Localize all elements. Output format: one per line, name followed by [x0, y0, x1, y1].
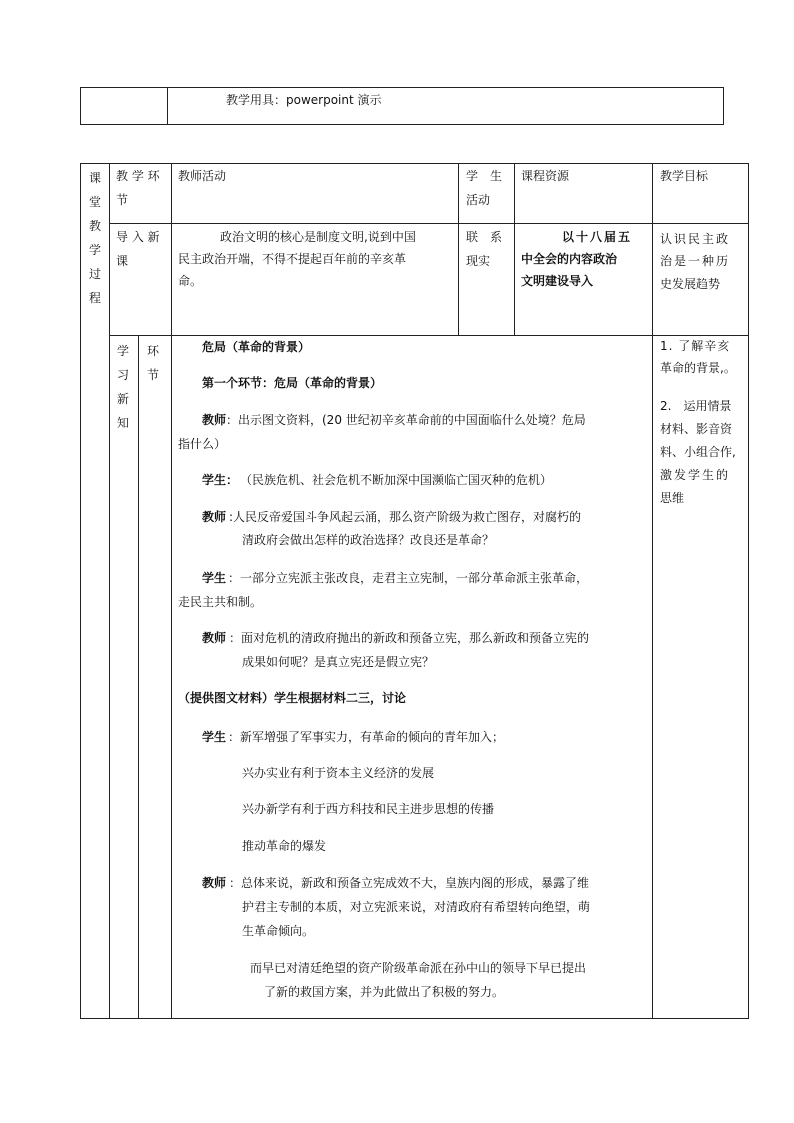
- p8-line2: 了新的救国方案，并为此做出了积极的努力。: [264, 985, 505, 999]
- header-student-2: 活动: [466, 193, 491, 207]
- p5-line2: 成果如何呢？是真立宪还是假立宪？: [242, 655, 435, 669]
- goal1-line2: 革命的背景,。: [660, 361, 736, 375]
- intro-resource-1: 以十八届五: [562, 230, 633, 244]
- p6-line2: 兴办实业有利于资本主义经济的发展: [242, 766, 435, 780]
- side-label: [88, 166, 102, 310]
- intro-resource-2: 中全会的内容政治: [521, 252, 618, 266]
- header-goal: 教学目标: [660, 169, 709, 183]
- header-stage: 教 学 环: [116, 169, 160, 183]
- intro-resource-3: 文明建设导入: [521, 274, 594, 288]
- p7-label: 教师: [202, 876, 227, 890]
- stage-char: 习: [116, 368, 129, 382]
- p5-label: 教师: [202, 631, 227, 645]
- goal2-line1: 2. 运用情景: [660, 399, 732, 413]
- intro-teacher-2: 民主政治开端，不得不提起百年前的辛亥革: [178, 252, 407, 266]
- header-resource: 课程资源: [521, 169, 570, 183]
- side-char: 课: [88, 171, 101, 185]
- p5-line1: ：面对危机的清政府抛出的新政和预备立宪，那么新政和预备立宪的: [229, 631, 590, 645]
- side-char: 程: [88, 291, 101, 305]
- p1-line2: 指什么）: [178, 437, 227, 451]
- goal2-line2: 材料、影音资: [660, 422, 733, 436]
- goal2-line3: 料、小组合作,: [660, 445, 736, 459]
- teaching-tools: 教学用具：powerpoint 演示: [226, 93, 382, 107]
- p6-label: 学生: [202, 730, 227, 744]
- learn-stage-col2: [146, 339, 160, 387]
- side-char: 过: [88, 267, 101, 281]
- goal2-line5: 思维: [660, 491, 685, 505]
- p2-line1: （民族危机、社会危机不断加深中国濒临亡国灭种的危机）: [240, 473, 553, 487]
- goal2-line4: 激发学生的: [660, 468, 731, 482]
- intro-stage-2: 课: [116, 254, 129, 268]
- p4-label: 学生: [202, 571, 227, 585]
- p6-line4: 推动革命的爆发: [242, 839, 327, 853]
- stage-char: 环: [146, 344, 159, 358]
- side-char: 教: [88, 219, 101, 233]
- section1-heading: 第一个环节：危局（革命的背景）: [202, 376, 383, 390]
- section2-heading: （提供图文材料）学生根据材料二三，讨论: [178, 691, 407, 705]
- intro-teacher-3: 命。: [178, 274, 203, 288]
- p4-line2: 走民主共和制。: [178, 595, 263, 609]
- side-char: 学: [88, 243, 101, 257]
- learn-title: 危局（革命的背景）: [202, 340, 311, 354]
- goal1-line1: 1. 了解辛亥: [660, 339, 731, 353]
- side-char: 堂: [88, 195, 101, 209]
- stage-char: 新: [116, 392, 129, 406]
- p6-line1: ：新军增强了军事实力，有革命的倾向的青年加入；: [228, 730, 505, 744]
- intro-student-2: 现实: [466, 254, 491, 268]
- p8-line1: 而早已对清廷绝望的资产阶级革命派在孙中山的领导下早已提出: [250, 961, 587, 975]
- p2-label: 学生：: [202, 473, 239, 487]
- stage-char: 学: [116, 344, 129, 358]
- stage-char: 知: [116, 416, 129, 430]
- header-stage-2: 节: [116, 193, 129, 207]
- header-student: 学 生: [466, 169, 503, 183]
- intro-goal-2: 治是一种历: [660, 254, 731, 268]
- intro-goal-3: 史发展趋势: [660, 277, 721, 291]
- p1-label: 教师: [202, 413, 227, 427]
- p1-line1: ：出示图文资料，(20 世纪初辛亥革命前的中国面临什么处境？危局: [226, 413, 586, 427]
- intro-stage: 导 入 新: [116, 230, 160, 244]
- p4-line1: ：一部分立宪派主张改良，走君主立宪制，一部分革命派主张革命，: [228, 571, 589, 585]
- p3-label: 教师: [202, 510, 227, 524]
- intro-student: 联 系: [466, 230, 503, 244]
- intro-goal-1: 认识民主政: [660, 232, 731, 246]
- p3-line2: 清政府会做出怎样的政治选择？改良还是革命？: [242, 533, 495, 547]
- learn-stage-col1: [116, 339, 130, 435]
- p7-line3: 生革命倾向。: [242, 924, 315, 938]
- header-teacher: 教师活动: [178, 169, 227, 183]
- intro-teacher-1: 政治文明的核心是制度文明,说到中国: [220, 230, 416, 244]
- p7-line2: 护君主专制的本质，对立宪派来说，对清政府有希望转向绝望，萌: [242, 900, 591, 914]
- p3-line1: :人民反帝爱国斗争风起云涌，那么资产阶级为救亡图存，对腐朽的: [229, 510, 582, 524]
- stage-char: 节: [146, 368, 159, 382]
- p6-line3: 兴办新学有利于西方科技和民主进步思想的传播: [242, 802, 495, 816]
- p7-line1: ：总体来说，新政和预备立宪成效不大，皇族内阁的形成，暴露了维: [229, 876, 590, 890]
